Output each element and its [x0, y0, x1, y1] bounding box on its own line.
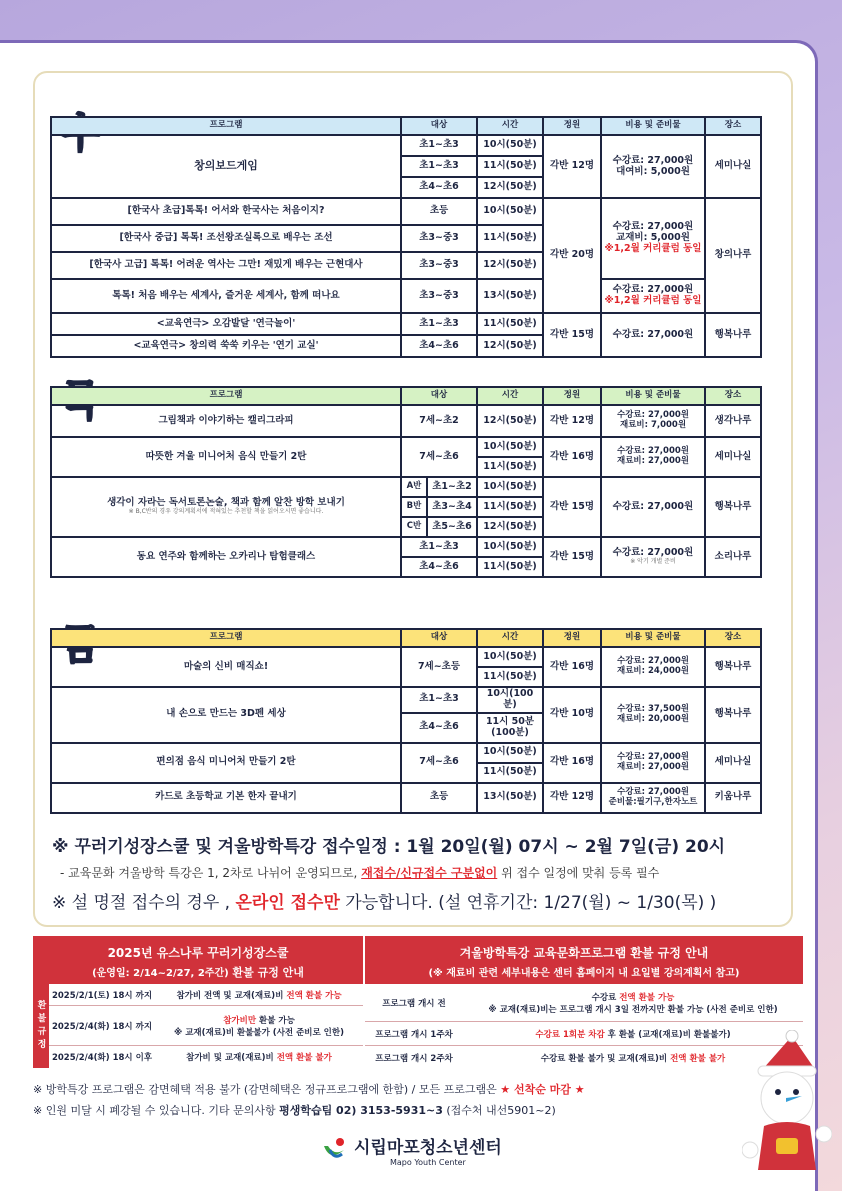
place: 행복나루: [705, 647, 761, 687]
col-program: 프로그램: [51, 387, 401, 405]
program-name: <교육연극> 창의력 쑥쑥 키우는 '연기 교실': [51, 335, 401, 357]
time: 12시(50분): [477, 335, 543, 357]
place: 행복나루: [705, 687, 761, 743]
col-program: 프로그램: [51, 117, 401, 135]
program-name: 동요 연주와 함께하는 오카리나 탐험클래스: [51, 537, 401, 577]
time: 12시(50분): [477, 517, 543, 537]
place: 세미나실: [705, 135, 761, 198]
col-cost: 비용 및 준비물: [601, 629, 705, 647]
col-cost: 비용 및 준비물: [601, 387, 705, 405]
logo-icon: [320, 1136, 348, 1164]
target: 초1~초3: [401, 135, 477, 156]
target: 7세~초등: [401, 647, 477, 687]
place: 행복나루: [705, 313, 761, 357]
cost: 수강료: 27,000원 재료비: 7,000원: [601, 405, 705, 437]
cost: 수강료: 27,000원 ※1,2월 커리큘럼 동일: [601, 279, 705, 313]
cost: 수강료: 27,000원 교재비: 5,000원 ※1,2월 커리큘럼 동일: [601, 198, 705, 279]
col-time: 시간: [477, 387, 543, 405]
program-name: [한국사 중급] 톡톡! 조선왕조실록으로 배우는 조선: [51, 225, 401, 252]
time: 11시(50분): [477, 156, 543, 177]
target: 초5~초6: [427, 517, 477, 537]
target: 7세~초6: [401, 743, 477, 783]
program-name: 따뜻한 겨울 미니어처 음식 만들기 2탄: [51, 437, 401, 477]
time: 10시(50분): [477, 477, 543, 497]
capacity: 각반 12명: [543, 405, 601, 437]
col-capacity: 정원: [543, 387, 601, 405]
capacity: 각반 16명: [543, 647, 601, 687]
col-program: 프로그램: [51, 629, 401, 647]
program-name: 생각이 자라는 독서토론논술, 책과 함께 알찬 방학 보내기 ※ B,C반의 경우 강의계획서에 적혀있는 추천할 책을 읽어오시면 좋습니다.: [51, 477, 401, 537]
refund-left-header: 2025년 유스나루 꾸러기성장스쿨 (운영일: 2/14~2/27, 2주간) 환불 규정 안내: [33, 936, 363, 984]
notice-holiday: ※ 설 명절 접수의 경우 , 온라인 접수만 가능합니다. (설 연휴기간: 1/27(월) ~ 1/30(목) ): [52, 893, 717, 913]
time: 10시(50분): [477, 437, 543, 457]
time: 10시(100분): [477, 687, 543, 713]
target: 초1~초3: [401, 537, 477, 557]
col-target: 대상: [401, 117, 477, 135]
place: 행복나루: [705, 477, 761, 537]
program-name: 톡톡! 처음 배우는 세계사, 즐거운 세계사, 함께 떠나요: [51, 279, 401, 313]
col-time: 시간: [477, 117, 543, 135]
program-name: [한국사 고급] 톡톡! 어려운 역사는 그만! 재밌게 배우는 근현대사: [51, 252, 401, 279]
program-name: [한국사 초급]톡톡! 어서와 한국사는 처음이지?: [51, 198, 401, 225]
target: 초4~초6: [401, 713, 477, 743]
target: 초4~초6: [401, 557, 477, 577]
class-label: A반: [401, 477, 427, 497]
refund-row: 2025/2/4(화) 18시 이후 참가비 및 교재(재료)비 전액 환불 불가: [51, 1053, 332, 1063]
snowman-santa-illustration: [742, 1030, 832, 1170]
target: 초등: [401, 198, 477, 225]
time: 10시(50분): [477, 537, 543, 557]
time: 13시(50분): [477, 783, 543, 813]
col-target: 대상: [401, 629, 477, 647]
target: 초1~초2: [427, 477, 477, 497]
target: 초1~초3: [401, 687, 477, 713]
place: 세미나실: [705, 437, 761, 477]
program-name: 그림책과 이야기하는 캘리그라피: [51, 405, 401, 437]
refund-row: 프로그램 개시 전 수강료 전액 환불 가능 ※ 교재(재료)비는 프로그램 개시 3일 전까지만 환불 가능 (사전 준비로 인한): [365, 984, 803, 1022]
capacity: 각반 15명: [543, 313, 601, 357]
time: 11시(50분): [477, 313, 543, 335]
col-place: 장소: [705, 629, 761, 647]
notice-registration: - 교육문화 겨울방학 특강은 1, 2차로 나뉘어 운영되므로, 재접수/신규접수 구분없이 위 접수 일정에 맞춰 등록 필수: [60, 866, 660, 880]
target: 초등: [401, 783, 477, 813]
cost: 수강료: 27,000원 ※ 악기 개별 준비: [601, 537, 705, 577]
col-capacity: 정원: [543, 629, 601, 647]
time: 13시(50분): [477, 279, 543, 313]
cost: 수강료: 27,000원 재료비: 24,000원: [601, 647, 705, 687]
time: 11시 50분 (100분): [477, 713, 543, 743]
program-name: <교육연극> 오감발달 '연극놀이': [51, 313, 401, 335]
refund-row: 2025/2/4(화) 18시 까지 참가비만 환불 가능 ※ 교재(재료)비 환불불가 (사전 준비로 인한): [49, 1006, 363, 1046]
class-label: B반: [401, 497, 427, 517]
time: 11시(50분): [477, 457, 543, 477]
logo-name-ko: 시립마포청소년센터: [354, 1138, 502, 1158]
program-name: 내 손으로 만드는 3D펜 세상: [51, 687, 401, 743]
time: 12시(50분): [477, 177, 543, 198]
target: 초3~중3: [401, 279, 477, 313]
col-target: 대상: [401, 387, 477, 405]
cost: 수강료: 27,000원 재료비: 27,000원: [601, 743, 705, 783]
capacity: 각반 12명: [543, 135, 601, 198]
footer-line-1: ※ 방학특강 프로그램은 감면혜택 적용 불가 (감면혜택은 정규프로그램에 한함) / 모든 프로그램은 ★ 선착순 마감 ★: [33, 1083, 585, 1096]
refund-right-panel: [365, 936, 803, 1070]
cost: 수강료: 27,000원: [601, 313, 705, 357]
place: 소리나루: [705, 537, 761, 577]
program-name: 창의보드게임: [51, 135, 401, 198]
place: 생각나루: [705, 405, 761, 437]
cost: 수강료: 27,000원: [601, 477, 705, 537]
cost: 수강료: 27,000원 준비물:필기구,한자노트: [601, 783, 705, 813]
center-logo: [320, 1133, 502, 1167]
time: 11시(50분): [477, 225, 543, 252]
class-label: C반: [401, 517, 427, 537]
time: 10시(50분): [477, 647, 543, 667]
time: 11시(50분): [477, 763, 543, 783]
col-time: 시간: [477, 629, 543, 647]
notice-schedule: ※ 꾸러기성장스쿨 및 겨울방학특강 접수일정 : 1월 20일(월) 07시 ~ 2월 7일(금) 20시: [52, 837, 726, 857]
time: 11시(50분): [477, 667, 543, 687]
target: 초4~초6: [401, 177, 477, 198]
capacity: 각반 20명: [543, 198, 601, 313]
target: 초1~초3: [401, 313, 477, 335]
target: 초4~초6: [401, 335, 477, 357]
time: 12시(50분): [477, 405, 543, 437]
cost: 수강료: 27,000원 재료비: 27,000원: [601, 437, 705, 477]
time: 12시(50분): [477, 252, 543, 279]
program-name: 마술의 신비 매직쇼!: [51, 647, 401, 687]
footer-line-2: ※ 인원 미달 시 폐강될 수 있습니다. 기타 문의사항 평생학습팀 02) 3153-5931~3 (접수처 내선5901~2): [33, 1104, 556, 1117]
capacity: 각반 16명: [543, 437, 601, 477]
capacity: 각반 16명: [543, 743, 601, 783]
time: 10시(50분): [477, 743, 543, 763]
target: 7세~초6: [401, 437, 477, 477]
thu-table: [50, 386, 762, 578]
logo-name-en: Mapo Youth Center: [390, 1158, 466, 1167]
place: 창의나루: [705, 198, 761, 313]
capacity: 각반 10명: [543, 687, 601, 743]
program-name: 카드로 초등학교 기본 한자 끝내기: [51, 783, 401, 813]
col-place: 장소: [705, 117, 761, 135]
refund-side-label: 환불규정: [33, 984, 49, 1068]
target: 7세~초2: [401, 405, 477, 437]
fri-table: [50, 628, 762, 814]
time: 10시(50분): [477, 198, 543, 225]
capacity: 각반 15명: [543, 537, 601, 577]
capacity: 각반 15명: [543, 477, 601, 537]
refund-left-panel: [33, 936, 363, 1068]
col-capacity: 정원: [543, 117, 601, 135]
place: 키움나루: [705, 783, 761, 813]
target: 초1~초3: [401, 156, 477, 177]
time: 11시(50분): [477, 497, 543, 517]
target: 초3~중3: [401, 252, 477, 279]
time: 10시(50분): [477, 135, 543, 156]
refund-row: 프로그램 개시 1주차 수강료 1회분 차감 후 환불 (교재(재료)비 환불불가): [365, 1022, 803, 1046]
wed-table: [50, 116, 762, 358]
col-cost: 비용 및 준비물: [601, 117, 705, 135]
time: 11시(50분): [477, 557, 543, 577]
refund-row: 프로그램 개시 2주차 수강료 환불 불가 및 교재(재료)비 전액 환불 불가: [375, 1054, 726, 1064]
target: 초3~초4: [427, 497, 477, 517]
col-place: 장소: [705, 387, 761, 405]
refund-right-header: 겨울방학특강 교육문화프로그램 환불 규정 안내 (※ 재료비 관련 세부내용은 센터 홈페이지 내 요일별 강의계획서 참고): [365, 936, 803, 984]
refund-row: 2025/2/1(토) 18시 까지 참가비 전액 및 교재(재료)비 전액 환불 가능: [49, 984, 363, 1006]
cost: 수강료: 37,500원 재료비: 20,000원: [601, 687, 705, 743]
capacity: 각반 12명: [543, 783, 601, 813]
program-name: 편의점 음식 미니어처 만들기 2탄: [51, 743, 401, 783]
place: 세미나실: [705, 743, 761, 783]
target: 초3~중3: [401, 225, 477, 252]
cost: 수강료: 27,000원 대여비: 5,000원: [601, 135, 705, 198]
